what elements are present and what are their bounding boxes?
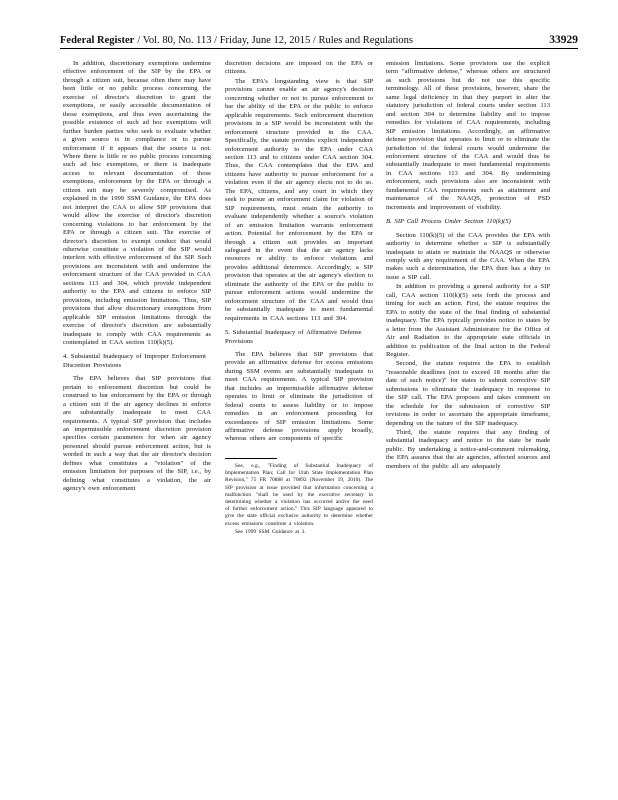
footnote-rule [225, 458, 277, 459]
paragraph: The EPA believes that SIP provisions that pertain to enforcement discretion but could be construed to bar enforcement by the EPA or through a citizen suit if the air agency declines to enforce are substantially inadequate to meet CAA requirements. A typical SIP provision that includes an impermissible enforcement discretion provision specifies certain parameters for when air agency personnel should pursue enforcement action, but is worded in such a way that the air director's decision defines what constitutes a "violation" of the emission limitation for purposes of the SIP, i.e., by defining what constitutes a violation, the air agency's own enforcement [63, 375, 211, 493]
section-heading: 4. Substantial Inadequacy of Improper Enforcement Discretion Provisions [63, 353, 206, 369]
paragraph: In addition, discretionary exemptions undermine effective enforcement of the SIP by the EPA or through a citizen suit, because often there may have been little or no public process concerning the exercise of director's discretion to grant the exemptions, or easily accessible documentation of those exemptions, and thus even ascertaining the possible existence of such ad hoc exemptions will further burden parties who seek to evaluate whether a given source is in compliance or to pursue enforcement if it appears that the source is not. Where there is little or no public process concerning such ad hoc exemptions, or there is inadequate access to relevant documentation of those exemptions, enforcement by the EPA or through a citizen suit may be severely compromised. As explained in the 1999 SSM Guidance, the EPA does not interpret the CAA to allow SIP provisions that would allow the exercise of director's discretion concerning violations to bar enforcement by the EPA or through a citizen suit. The exercise of director's discretion to exempt conduct that would otherwise constitute a violation of the SIP would interfere with effective enforcement of the SIP. Such provisions are inconsistent with and undermine the enforcement structure of the CAA provided in CAA sections 113 and 304, which provide independent authority to the EPA and citizens to enforce SIP provisions, including emission limitations. Thus, SIP provisions that allow discretionary exemptions from applicable SIP emission limitations through the exercise of director's discretion are substantially inadequate to comply with CAA requirements as contemplated in CAA section 110(k)(5). [63, 60, 211, 346]
paragraph: In addition to providing a general authority for a SIP call, CAA section 110(k)(5) sets forth the process and timing for such an action. First, the statute requires the EPA to notify the state of the final finding of substantial inadequacy. The EPA typically provides notice to states by a letter from the Assistant Administrator for the Office of Air and Radiation to the appropriate state officials in addition to publication of the final action in the Federal Register. [386, 283, 550, 358]
paragraph: Section 110(k)(5) of the CAA provides the EPA with authority to determine whether a SIP is substantially inadequate to attain or maintain the NAAQS or otherwise comply with any requirement of the CAA. When the EPA makes such a determination, the EPA then has a duty to issue a SIP call. [386, 231, 550, 281]
paragraph: Second, the statute requires the EPA to establish "reasonable deadlines (not to exceed 18 months after the date of such notice)" for states to submit corrective SIP submissions to eliminate the inadequacy in response to the SIP call. The EPA proposes and takes comment on the schedule for the submission of corrective SIP revisions in order to ascertain the appropriate timeframe, depending on the nature of the SIP inadequacy. [386, 360, 550, 427]
paragraph: discretion decisions are imposed on the EPA or citizens. [225, 60, 373, 76]
section-heading: 5. Substantial Inadequacy of Affirmative Defense Provisions [225, 329, 362, 345]
issue-info: / Vol. 80, No. 113 / Friday, June 12, 2015 / Rules and Regulations [137, 35, 413, 46]
column-1 [63, 60, 211, 784]
footnote: See, e.g., "Finding of Substantial Inadequacy of Implementation Plan; Call for Utah State Implementation Plan Revision," 75 FR 70888 at 70892 (November 19, 2010). The SIP provision at issue provided that information concerning a malfunction "shall be used by the executive secretary in determining whether a violation has occurred and/or the need of further enforcement action." This SIP language appeared to give the state official exclusive authority to determine whether excess emissions constitute a violation. [225, 462, 373, 527]
paragraph: emission limitations. Some provisions use the explicit term "affirmative defense," whereas others are structured as such provisions but do not use this specific terminology. All of these provisions, however, share the same legal deficiency in that they purport to alter the statutory jurisdiction of federal courts under section 113 and section 304 to determine liability and to impose remedies for violations of CAA requirements, including SIP emission limitations. Accordingly, an affirmative defense provision that operates to limit or to eliminate the jurisdiction of the federal courts would undermine the enforcement structure of the CAA and would thus be substantially inadequate to meet fundamental requirements in CAA sections 113 and 304. By undermining enforcement, such provisions also are inconsistent with fundamental CAA requirements such as attainment and maintenance of the NAAQS, protection of PSD increments and improvement of visibility. [386, 60, 550, 211]
page-header [60, 30, 578, 46]
paragraph: The EPA believes that SIP provisions that provide an affirmative defense for excess emissions during SSM events are substantially inadequate to meet CAA requirements. A typical SIP provision that includes an impermissible affirmative defense operates to limit or eliminate the jurisdiction of federal courts to assess liability or to impose remedies in an enforcement proceeding for exceedances of SIP emission limitations. Some affirmative defense provisions apply broadly, whereas others are components of specific [225, 350, 373, 443]
column-3 [386, 60, 550, 784]
publication-title: Federal Register [60, 35, 135, 46]
section-heading: B. SIP Call Process Under Section 110(k)(5) [386, 218, 511, 226]
header-rule [60, 48, 578, 49]
page-number: 33929 [549, 34, 578, 46]
footnote: See 1999 SSM Guidance at 3. [235, 528, 306, 535]
paragraph: The EPA's longstanding view is that SIP provisions cannot enable an air agency's decision concerning whether or not to pursue enforcement to bar the ability of the EPA or the public to enforce applicable requirements. Such enforcement discretion provisions in a SIP would be inconsistent with the enforcement structure provided in the CAA. Specifically, the statute provides explicit independent enforcement authority to the EPA under CAA section 113 and to citizens under CAA section 304. Thus, the CAA contemplates that the EPA and citizens have authority to pursue enforcement for a violation even if the air agency elects not to do so. The EPA, citizens, and any court in which they seek to pursue an enforcement claim for violation of SIP requirements, must retain the authority to evaluate independently whether a source's violation of an emission limitation warrants enforcement action. Potential for enforcement by the EPA or through a citizen suit provides an important safeguard in the event that the air agency lacks resources or ability to enforce violations and provides additional deterrence. Accordingly, a SIP provision that operates at the air agency's election to eliminate the authority of the EPA or the public to pursue enforcement actions would undermine the enforcement structure of the CAA and would thus be substantially inadequate to meet fundamental requirements in CAA sections 113 and 304. [225, 77, 373, 322]
column-2 [225, 60, 373, 784]
paragraph: Third, the statute requires that any finding of substantial inadequacy and notice to the state be made public. By undertaking a notice-and-comment rulemaking, the EPA assures that the air agencies, affected sources and members of the public all are adequately [386, 429, 550, 470]
